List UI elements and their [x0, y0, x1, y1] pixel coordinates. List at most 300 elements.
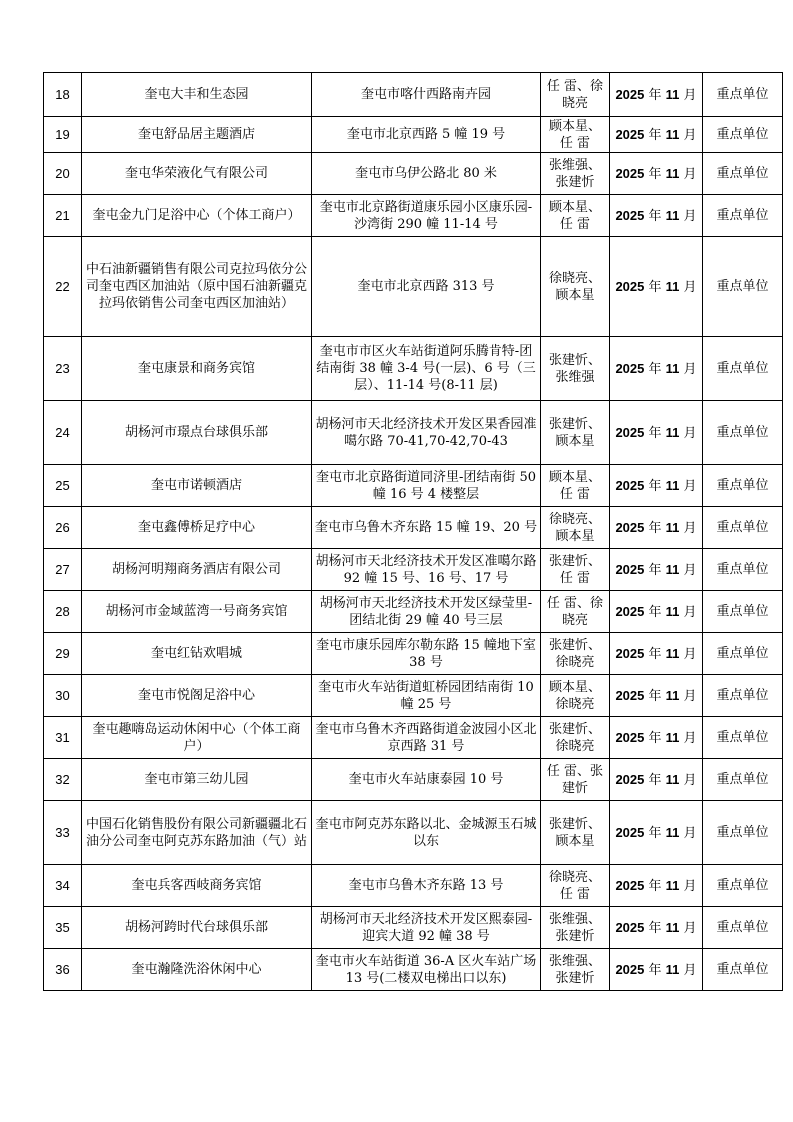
unit-type-text: 重点单位 [716, 730, 769, 745]
inspector-names [541, 549, 610, 591]
unit-type [703, 237, 783, 337]
unit-type-text: 重点单位 [716, 208, 769, 223]
unit-address [312, 801, 541, 865]
unit-type-text: 重点单位 [716, 127, 769, 142]
inspector-names [541, 633, 610, 675]
row-number [44, 633, 82, 675]
inspection-year: 2025 [615, 86, 645, 102]
row-number [44, 117, 82, 153]
inspection-year-suffix: 年 [648, 127, 662, 143]
inspection-month: 11 [665, 961, 680, 977]
unit-address-text: 胡杨河市天北经济技术开发区果香园准噶尔路 70-41,70-42,70-43 [315, 416, 537, 449]
unit-name [82, 117, 312, 153]
unit-name-text: 奎屯康景和商务宾馆 [137, 361, 255, 376]
inspector-names [541, 507, 610, 549]
inspection-year-suffix: 年 [648, 87, 662, 103]
table-row [44, 237, 783, 337]
unit-address [312, 907, 541, 949]
row-number-text: 25 [55, 478, 70, 493]
inspector-names [541, 591, 610, 633]
unit-name-text: 奎屯瀚隆洗浴休闲中心 [131, 962, 262, 977]
inspector-names-text: 任 雷、张建忻 [546, 763, 604, 796]
unit-address [312, 117, 541, 153]
inspection-month: 11 [665, 877, 680, 893]
inspector-names [541, 907, 610, 949]
row-number [44, 907, 82, 949]
inspection-year-suffix: 年 [648, 279, 662, 295]
row-number-text: 29 [55, 646, 70, 661]
unit-type [703, 549, 783, 591]
row-number [44, 865, 82, 907]
unit-type-text: 重点单位 [716, 962, 769, 977]
unit-name-text: 奎屯金九门足浴中心（个体工商户） [92, 208, 301, 223]
inspection-year-suffix: 年 [648, 730, 662, 746]
inspection-month-suffix: 月 [683, 878, 697, 894]
inspector-names-text: 徐晓亮、任 雷 [548, 869, 601, 902]
unit-type [703, 759, 783, 801]
unit-address [312, 465, 541, 507]
inspector-names-text: 徐晓亮、顾本星 [548, 270, 601, 303]
unit-address [312, 717, 541, 759]
inspection-time [610, 907, 703, 949]
inspection-month: 11 [665, 165, 680, 181]
unit-name [82, 549, 312, 591]
unit-address [312, 591, 541, 633]
unit-name [82, 153, 312, 195]
inspector-names [541, 717, 610, 759]
table-row [44, 549, 783, 591]
unit-name-text: 奎屯趣嗨岛运动休闲中心（个体工商户） [92, 721, 301, 754]
inspection-time [610, 117, 703, 153]
unit-address [312, 865, 541, 907]
unit-address-text: 奎屯市阿克苏东路以北、金城源玉石城以东 [315, 816, 537, 849]
unit-type [703, 507, 783, 549]
inspection-month-suffix: 月 [683, 166, 697, 182]
unit-name-text: 奎屯华荣液化气有限公司 [124, 166, 268, 181]
unit-name-text: 奎屯鑫傅桥足疗中心 [137, 520, 255, 535]
row-number [44, 801, 82, 865]
unit-name-text: 胡杨河跨时代台球俱乐部 [124, 920, 268, 935]
row-number-text: 23 [55, 361, 70, 376]
unit-name-text: 奎屯大丰和生态园 [144, 87, 249, 102]
inspection-time [610, 591, 703, 633]
row-number-text: 27 [55, 562, 70, 577]
inspection-year-suffix: 年 [648, 688, 662, 704]
row-number [44, 237, 82, 337]
inspection-year-suffix: 年 [648, 878, 662, 894]
inspection-year: 2025 [615, 207, 645, 223]
row-number-text: 22 [55, 279, 70, 294]
table-body [44, 73, 783, 991]
row-number-text: 24 [55, 425, 70, 440]
inspector-names [541, 117, 610, 153]
unit-address [312, 633, 541, 675]
inspection-time [610, 949, 703, 991]
unit-type [703, 591, 783, 633]
inspection-time [610, 195, 703, 237]
row-number-text: 33 [55, 825, 70, 840]
inspection-year-suffix: 年 [648, 166, 662, 182]
inspection-month-suffix: 月 [683, 208, 697, 224]
inspector-names-text: 张建忻、张维强 [548, 352, 601, 385]
inspection-time [610, 759, 703, 801]
inspection-month-suffix: 月 [683, 772, 697, 788]
inspection-time [610, 801, 703, 865]
table-row [44, 117, 783, 153]
row-number [44, 949, 82, 991]
inspector-names [541, 801, 610, 865]
inspector-names [541, 675, 610, 717]
table-row [44, 907, 783, 949]
inspection-year: 2025 [615, 278, 645, 294]
unit-address-text: 奎屯市康乐园库尔勒东路 15 幢地下室 38 号 [316, 637, 536, 670]
row-number-text: 34 [55, 878, 70, 893]
inspection-month: 11 [665, 424, 680, 440]
inspection-year: 2025 [615, 961, 645, 977]
unit-address-text: 奎屯市乌伊公路北 80 米 [355, 166, 497, 181]
table-row [44, 73, 783, 117]
inspection-time [610, 237, 703, 337]
inspection-year-suffix: 年 [648, 604, 662, 620]
inspection-month-suffix: 月 [683, 361, 697, 377]
inspection-year: 2025 [615, 877, 645, 893]
row-number [44, 465, 82, 507]
inspector-names [541, 237, 610, 337]
inspector-names [541, 73, 610, 117]
inspection-year: 2025 [615, 561, 645, 577]
inspection-month: 11 [665, 771, 680, 787]
table-row [44, 633, 783, 675]
inspection-year-suffix: 年 [648, 962, 662, 978]
inspection-time [610, 717, 703, 759]
row-number-text: 18 [55, 87, 70, 102]
inspector-names [541, 465, 610, 507]
unit-name [82, 465, 312, 507]
unit-name-text: 奎屯舒品居主题酒店 [137, 127, 255, 142]
unit-address-text: 奎屯市乌鲁木齐东路 15 幢 19、20 号 [314, 520, 538, 535]
row-number [44, 195, 82, 237]
table-row [44, 801, 783, 865]
inspection-month-suffix: 月 [683, 604, 697, 620]
unit-type-text: 重点单位 [716, 646, 769, 661]
unit-type [703, 465, 783, 507]
inspection-year: 2025 [615, 424, 645, 440]
inspection-month: 11 [665, 824, 680, 840]
unit-name-text: 奎屯市第三幼儿园 [144, 772, 249, 787]
unit-type-text: 重点单位 [716, 772, 769, 787]
unit-address-text: 奎屯市火车站街道虹桥园团结南街 10 幢 25 号 [318, 679, 534, 712]
inspection-time [610, 675, 703, 717]
unit-name [82, 907, 312, 949]
inspection-year: 2025 [615, 126, 645, 142]
inspection-month: 11 [665, 278, 680, 294]
inspector-names-text: 张维强、张建忻 [548, 911, 601, 944]
inspector-names [541, 865, 610, 907]
unit-address-text: 奎屯市北京西路 5 幢 19 号 [346, 127, 506, 142]
inspector-names [541, 153, 610, 195]
inspection-month-suffix: 月 [683, 825, 697, 841]
inspection-month-suffix: 月 [683, 962, 697, 978]
table-row [44, 949, 783, 991]
row-number-text: 20 [55, 166, 70, 181]
unit-address-text: 奎屯市火车站康泰园 10 号 [348, 772, 504, 787]
inspection-month: 11 [665, 126, 680, 142]
inspection-year: 2025 [615, 519, 645, 535]
inspection-month-suffix: 月 [683, 562, 697, 578]
inspection-table-page [43, 72, 769, 991]
inspection-month: 11 [665, 561, 680, 577]
unit-type [703, 117, 783, 153]
table-row [44, 759, 783, 801]
row-number [44, 759, 82, 801]
inspection-year: 2025 [615, 687, 645, 703]
table-row [44, 153, 783, 195]
inspection-time [610, 507, 703, 549]
inspector-names-text: 顾本星、任 雷 [548, 469, 601, 502]
inspection-year: 2025 [615, 477, 645, 493]
unit-address-text: 奎屯市火车站街道 36-A 区火车站广场 13 号(二楼双电梯出口以东) [315, 953, 537, 986]
unit-type [703, 865, 783, 907]
unit-name [82, 949, 312, 991]
unit-address [312, 759, 541, 801]
row-number-text: 32 [55, 772, 70, 787]
unit-type-text: 重点单位 [716, 688, 769, 703]
table-row [44, 465, 783, 507]
inspector-names [541, 401, 610, 465]
inspector-names-text: 张建忻、任 雷 [548, 553, 601, 586]
unit-name-text: 胡杨河市金域蓝湾一号商务宾馆 [105, 604, 288, 619]
row-number-text: 21 [55, 208, 70, 223]
unit-type-text: 重点单位 [716, 825, 769, 840]
unit-name [82, 801, 312, 865]
inspection-time [610, 73, 703, 117]
row-number [44, 507, 82, 549]
unit-name [82, 675, 312, 717]
inspection-year-suffix: 年 [648, 772, 662, 788]
inspector-names-text: 张建忻、顾本星 [548, 816, 601, 849]
inspection-year: 2025 [615, 919, 645, 935]
unit-type-text: 重点单位 [716, 166, 769, 181]
inspection-month-suffix: 月 [683, 730, 697, 746]
inspector-names-text: 张建忻、徐晓亮 [548, 637, 601, 670]
unit-address-text: 胡杨河市天北经济技术开发区绿莹里-团结北街 29 幢 40 号三层 [319, 595, 533, 628]
unit-type-text: 重点单位 [716, 520, 769, 535]
unit-address-text: 奎屯市乌鲁木齐东路 13 号 [348, 878, 504, 893]
inspection-month: 11 [665, 603, 680, 619]
row-number [44, 675, 82, 717]
unit-type-text: 重点单位 [716, 920, 769, 935]
inspection-year-suffix: 年 [648, 825, 662, 841]
inspection-year-suffix: 年 [648, 920, 662, 936]
unit-address [312, 73, 541, 117]
inspection-year-suffix: 年 [648, 425, 662, 441]
unit-address [312, 507, 541, 549]
unit-name [82, 195, 312, 237]
inspection-month: 11 [665, 207, 680, 223]
unit-address-text: 奎屯市喀什西路南卉园 [360, 87, 491, 102]
unit-name [82, 759, 312, 801]
unit-address-text: 奎屯市乌鲁木齐西路街道金波园小区北京西路 31 号 [315, 721, 537, 754]
row-number [44, 591, 82, 633]
table-row [44, 675, 783, 717]
inspection-time [610, 337, 703, 401]
unit-type-text: 重点单位 [716, 425, 769, 440]
row-number-text: 26 [55, 520, 70, 535]
unit-type-text: 重点单位 [716, 87, 769, 102]
inspector-names-text: 任 雷、徐晓亮 [546, 595, 604, 628]
inspection-month-suffix: 月 [683, 478, 697, 494]
unit-address-text: 奎屯市北京西路 313 号 [357, 279, 495, 294]
table-row [44, 717, 783, 759]
inspection-year-suffix: 年 [648, 562, 662, 578]
table-row [44, 337, 783, 401]
unit-type-text: 重点单位 [716, 478, 769, 493]
unit-type-text: 重点单位 [716, 361, 769, 376]
unit-address-text: 胡杨河市天北经济技术开发区熙泰园-迎宾大道 92 幢 38 号 [319, 911, 533, 944]
inspection-year-suffix: 年 [648, 361, 662, 377]
table-row [44, 195, 783, 237]
inspection-time [610, 153, 703, 195]
row-number [44, 401, 82, 465]
unit-type [703, 907, 783, 949]
inspector-names-text: 顾本星、任 雷 [548, 118, 601, 151]
inspection-year: 2025 [615, 360, 645, 376]
unit-type [703, 633, 783, 675]
unit-address-text: 胡杨河市天北经济技术开发区准噶尔路 92 幢 15 号、16 号、17 号 [315, 553, 537, 586]
unit-address [312, 153, 541, 195]
unit-type [703, 195, 783, 237]
inspection-month: 11 [665, 477, 680, 493]
inspection-time [610, 633, 703, 675]
row-number [44, 153, 82, 195]
inspector-names [541, 195, 610, 237]
unit-address [312, 237, 541, 337]
row-number-text: 19 [55, 127, 70, 142]
inspector-names-text: 张建忻、徐晓亮 [548, 721, 601, 754]
unit-name [82, 73, 312, 117]
unit-type [703, 401, 783, 465]
inspection-month: 11 [665, 519, 680, 535]
unit-type-text: 重点单位 [716, 878, 769, 893]
unit-name-text: 奎屯兵客西岐商务宾馆 [131, 878, 262, 893]
inspection-year: 2025 [615, 645, 645, 661]
unit-name-text: 奎屯红钻欢唱城 [150, 646, 242, 661]
unit-type-text: 重点单位 [716, 562, 769, 577]
unit-address [312, 337, 541, 401]
unit-name-text: 胡杨河明翔商务酒店有限公司 [111, 562, 281, 577]
unit-name [82, 337, 312, 401]
inspector-names-text: 张维强、张建忻 [548, 953, 601, 986]
unit-address-text: 奎屯市市区火车站街道阿乐腾肯特-团结南街 38 幢 3-4 号(一层)、6 号（三层）、11-14 号(8-11 层) [316, 344, 536, 393]
inspection-time [610, 549, 703, 591]
row-number [44, 73, 82, 117]
inspector-names-text: 张建忻、顾本星 [548, 416, 601, 449]
inspection-month: 11 [665, 919, 680, 935]
inspection-year: 2025 [615, 165, 645, 181]
unit-type [703, 153, 783, 195]
unit-type [703, 717, 783, 759]
inspection-month: 11 [665, 729, 680, 745]
inspector-names [541, 759, 610, 801]
unit-name [82, 717, 312, 759]
table-row [44, 507, 783, 549]
inspection-year: 2025 [615, 603, 645, 619]
unit-type [703, 73, 783, 117]
row-number-text: 31 [55, 730, 70, 745]
unit-address [312, 949, 541, 991]
unit-name-text: 胡杨河市璟点台球俱乐部 [124, 425, 268, 440]
row-number-text: 28 [55, 604, 70, 619]
inspection-year-suffix: 年 [648, 520, 662, 536]
table-row [44, 591, 783, 633]
unit-name [82, 507, 312, 549]
inspection-year-suffix: 年 [648, 646, 662, 662]
table-row [44, 401, 783, 465]
inspection-month: 11 [665, 687, 680, 703]
unit-type [703, 801, 783, 865]
inspection-year: 2025 [615, 729, 645, 745]
unit-name [82, 591, 312, 633]
unit-address [312, 195, 541, 237]
unit-name-text: 奎屯市诺顿酒店 [150, 478, 242, 493]
inspection-month-suffix: 月 [683, 688, 697, 704]
inspection-year-suffix: 年 [648, 208, 662, 224]
unit-name [82, 237, 312, 337]
inspection-month: 11 [665, 360, 680, 376]
inspection-month-suffix: 月 [683, 279, 697, 295]
inspection-month: 11 [665, 86, 680, 102]
inspection-month-suffix: 月 [683, 127, 697, 143]
unit-type [703, 675, 783, 717]
unit-type [703, 337, 783, 401]
inspector-names-text: 任 雷、徐晓亮 [546, 78, 604, 111]
inspection-table [43, 72, 783, 991]
unit-name [82, 865, 312, 907]
inspector-names-text: 顾本星、任 雷 [548, 199, 601, 232]
unit-name-text: 中国石化销售股份有限公司新疆疆北石油分公司奎屯阿克苏东路加油（气）站 [85, 816, 307, 849]
inspector-names-text: 徐晓亮、顾本星 [548, 511, 601, 544]
row-number-text: 36 [55, 962, 70, 977]
row-number [44, 549, 82, 591]
unit-address [312, 401, 541, 465]
row-number [44, 337, 82, 401]
inspection-time [610, 865, 703, 907]
inspector-names [541, 337, 610, 401]
inspection-month: 11 [665, 645, 680, 661]
table-row [44, 865, 783, 907]
inspection-time [610, 401, 703, 465]
unit-name-text: 中石油新疆销售有限公司克拉玛依分公司奎屯西区加油站（原中国石油新疆克拉玛依销售公司奎屯西区加油站） [85, 262, 307, 311]
inspection-month-suffix: 月 [683, 520, 697, 536]
inspection-year: 2025 [615, 771, 645, 787]
inspection-month-suffix: 月 [683, 425, 697, 441]
unit-name-text: 奎屯市悦阁足浴中心 [137, 688, 255, 703]
inspector-names-text: 张维强、张建忻 [548, 157, 601, 190]
inspector-names [541, 949, 610, 991]
unit-address-text: 奎屯市北京路街道康乐园小区康乐园-沙湾街 290 幢 11-14 号 [319, 199, 533, 232]
inspection-month-suffix: 月 [683, 87, 697, 103]
inspection-month-suffix: 月 [683, 920, 697, 936]
inspection-month-suffix: 月 [683, 646, 697, 662]
inspection-year-suffix: 年 [648, 478, 662, 494]
inspector-names-text: 顾本星、徐晓亮 [548, 679, 601, 712]
unit-type-text: 重点单位 [716, 604, 769, 619]
row-number-text: 30 [55, 688, 70, 703]
unit-address-text: 奎屯市北京路街道同济里-团结南街 50 幢 16 号 4 楼整层 [315, 469, 537, 502]
row-number [44, 717, 82, 759]
unit-type [703, 949, 783, 991]
inspection-time [610, 465, 703, 507]
